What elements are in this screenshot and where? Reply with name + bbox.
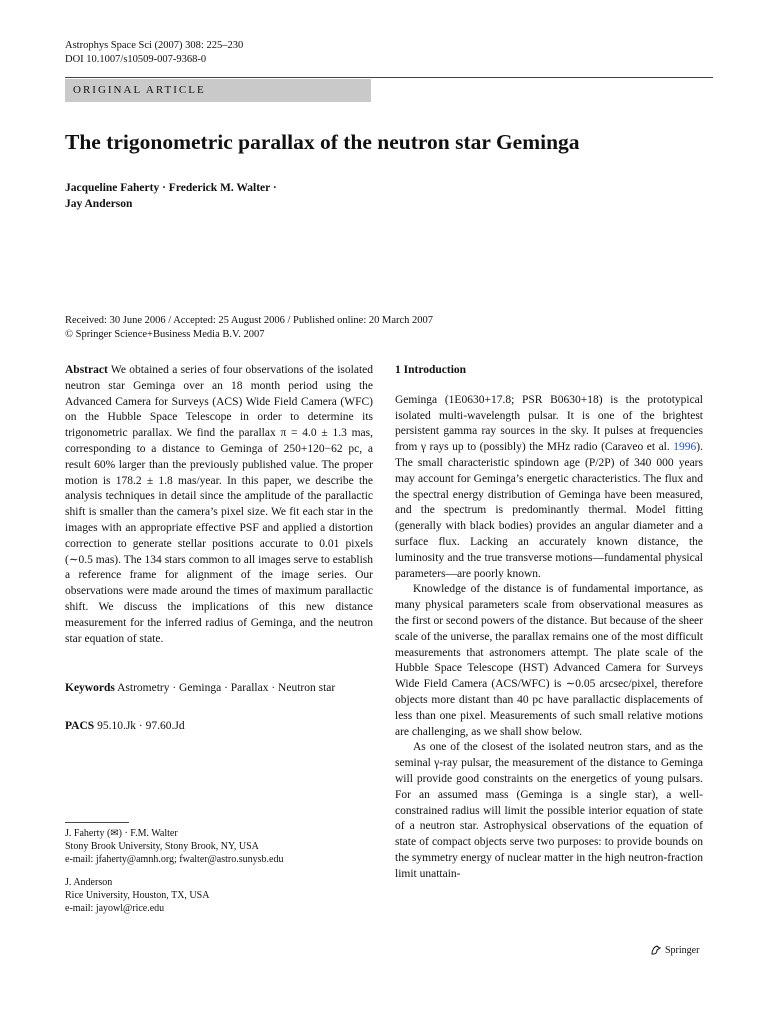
keywords-text: Astrometry · Geminga · Parallax · Neutron star	[117, 682, 336, 695]
publisher-name: Springer	[665, 944, 700, 956]
right-column	[395, 363, 703, 883]
article-type-banner: ORIGINAL ARTICLE	[65, 79, 371, 102]
pacs	[65, 719, 373, 735]
section-heading-introduction: 1 Introduction	[395, 364, 467, 376]
intro-p1-start: Geminga (1E0630+17.8; PSR B0630+18) is the prototypical isolated multi-wavelength pulsar. It is one of the brightest persistent gamma ray sources in the sky. It pulses at frequencies from γ rays up to (possibly) the MHz radio (Caraveo et al.	[395, 393, 703, 454]
pacs-text: 95.10.Jk · 97.60.Jd	[97, 720, 185, 733]
affiliation-rice: J. Anderson Rice University, Houston, TX, USA e-mail: jayowl@rice.edu	[65, 877, 210, 914]
affiliation-stony-brook: J. Faherty (✉) · F.M. Walter Stony Brook University, Stony Brook, NY, USA e-mail: jfaherty@amnh.org; fwalter@astro.sunysb.edu	[65, 828, 284, 865]
intro-p1-end: ). The small characteristic spindown age (P/2P) of 340 000 years may account for Geminga’s energetic characteristics. The flux and the spectral energy distribution of Geminga have been measured, and the spectrum is predominantly thermal. Model fitting (generally with black bodies) provides an angular diameter and a surface flux. Lacking an accurately known distance, the luminosity and the true transverse motions—fundamental physical parameters—are poorly known.	[395, 441, 703, 580]
citation-link-caraveo-1996[interactable]: 1996	[673, 441, 697, 454]
header-rule	[65, 77, 713, 78]
authors-line-2: Jay Anderson	[65, 198, 133, 210]
journal-header	[65, 39, 243, 67]
affiliation-footnotes	[65, 822, 373, 925]
copyright-line: © Springer Science+Business Media B.V. 2007	[65, 329, 265, 340]
author-list	[65, 180, 277, 212]
paper-title: The trigonometric parallax of the neutron star Geminga	[65, 130, 580, 154]
keywords-label: Keywords	[65, 682, 115, 695]
abstract-label: Abstract	[65, 364, 108, 376]
intro-paragraph-3: As one of the closest of the isolated neutron stars, and as the seminal γ-ray pulsar, the measurement of the distance to Geminga will provide good constraints on the energetics of young pulsars. For an assumed mass (Geminga is a single star), a well-constrained radius will limit the possible interior equation of state of a neutron star. Astrophysical observations of the equation of state of compact objects serve two purposes: to provide bounds on the symmetry energy of nuclear matter in the high neutron-fraction limit unattain-	[395, 741, 703, 880]
abstract-text: We obtained a series of four observations of the isolated neutron star Geminga over an 18 month period using the Advanced Camera for Surveys (ACS) Wide Field Camera (WFC) on the Hubble Space Telescope in order to determine its trigonometric parallax. We find the parallax π = 4.0 ± 1.3 mas, corresponding to a distance to Geminga of 250+120−62 pc, a result 60% larger than the previously published value. The proper motion is 178.2 ± 1.8 mas/year. In this paper, we describe the analysis techniques in detail since the amplitude of the parallactic shift is smaller than the camera’s pixel size. We fit each star in the images with an appropriate effective PSF and applied a distortion correction to generate stellar positions accurate to 0.01 pixels (∼0.5 mas). The 134 stars common to all images serve to establish a reference frame for alignment of the image series. Our observations were made around the times of maximum parallactic shift. We discuss the implications of this new distance measurement for the inferred radius of Geminga, and the neutron star equation of state.	[65, 364, 373, 645]
abstract	[65, 363, 373, 647]
springer-logo	[650, 944, 699, 956]
doi: DOI 10.1007/s10509-007-9368-0	[65, 54, 207, 65]
footnote-rule	[65, 822, 129, 823]
pacs-label: PACS	[65, 720, 95, 733]
received-line: Received: 30 June 2006 / Accepted: 25 August 2006 / Published online: 20 March 2007	[65, 315, 434, 326]
springer-horse-icon	[650, 944, 662, 956]
keywords	[65, 681, 373, 697]
journal-citation: Astrophys Space Sci (2007) 308: 225–230	[65, 40, 244, 51]
intro-paragraph-1	[395, 393, 703, 583]
intro-paragraph-2: Knowledge of the distance is of fundamental importance, as many physical parameters scale from observational measures as the first or second powers of the distance. But because of the sheer scale of the universe, the parallax remains one of the most difficult measurements that astronomers attempt. The plate scale of the Hubble Space Telescope (HST) Advanced Camera for Surveys Wide Field Camera (ACS/WFC) is ∼0.05 arcsec/pixel, therefore objects more distant than 40 pc have parallactic displacements of less than one pixel. Measurements of such small relative motions are challenging, as we shall show below.	[395, 583, 703, 738]
authors-line-1: Jacqueline Faherty · Frederick M. Walter ·	[65, 182, 277, 194]
left-column	[65, 363, 373, 735]
publication-dates	[65, 314, 433, 342]
